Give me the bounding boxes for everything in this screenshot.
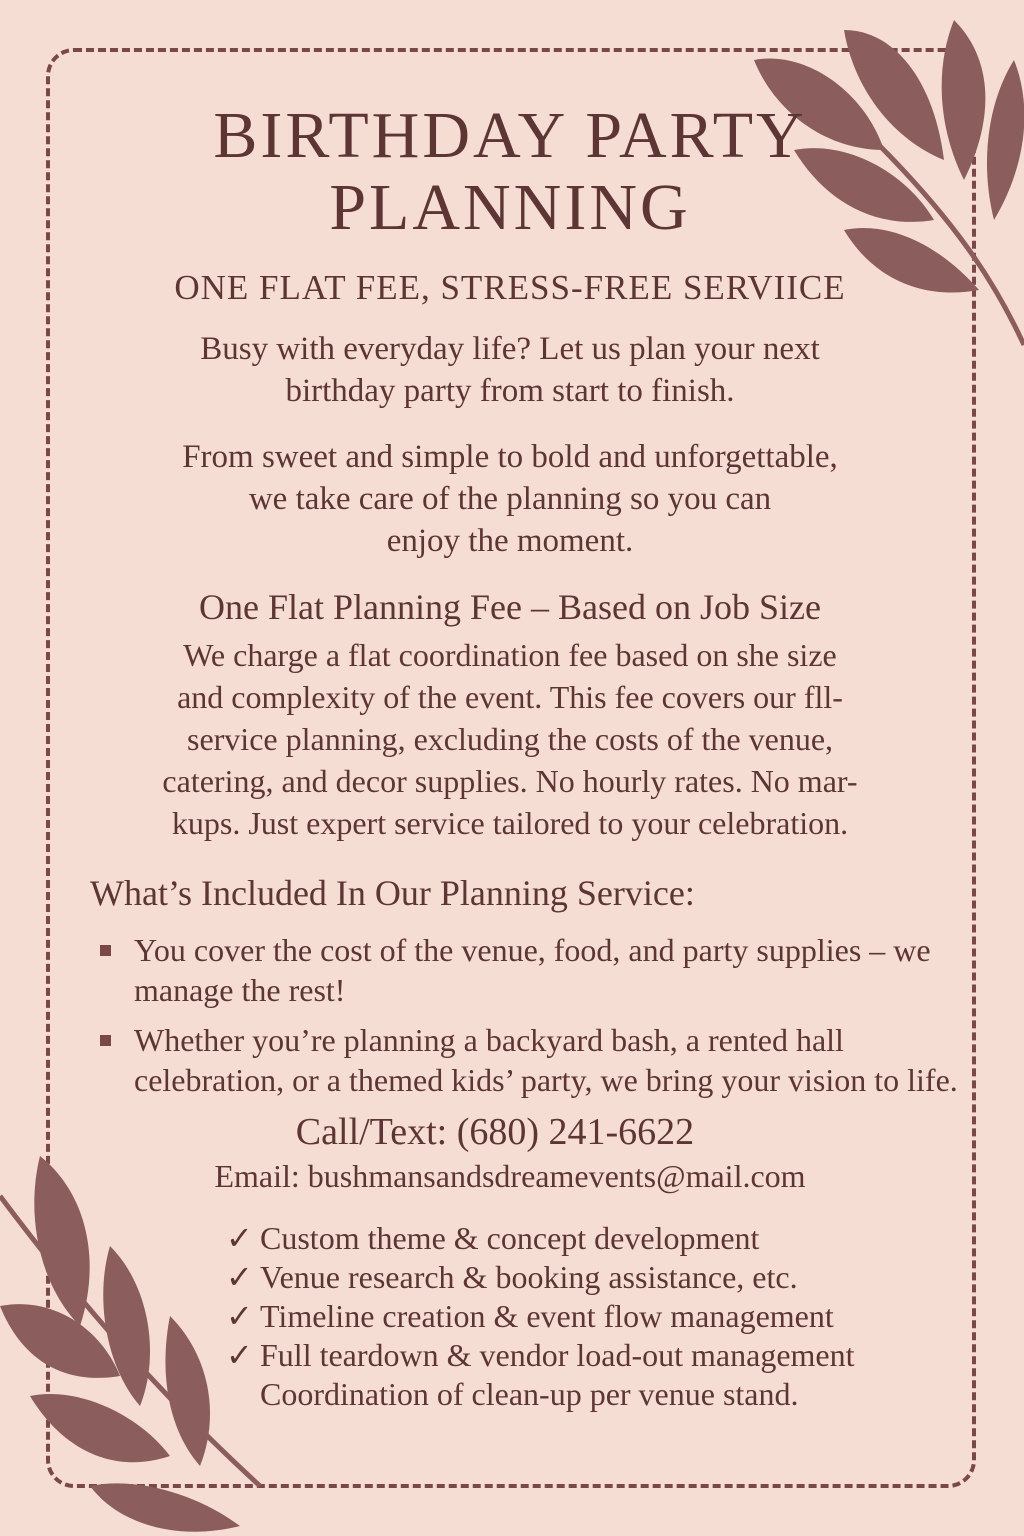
checklist-item [226,1219,960,1258]
intro-line: Busy with everyday life? Let us plan your next [200,331,820,367]
checklist-item [226,1375,960,1414]
phone-contact: Call/Text: (680) 241-6622 [295,1111,695,1153]
fee-line: and complexity of the event. This fee covers our fll- [177,679,843,715]
fee-line: We charge a flat coordination fee based on she size [183,637,837,673]
checklist-text: Custom theme & concept development [260,1220,760,1256]
checklist-item [226,1336,960,1375]
intro-paragraph-2 [60,436,960,562]
square-bullet-icon [100,945,111,956]
email-contact: Email: bushmansandsdreamevents@mail.com [214,1158,806,1194]
square-bullet-icon [100,1035,111,1046]
checklist-text: Full teardown & vendor load-out management [260,1337,855,1373]
checkmark-icon: ✓ [226,1220,253,1256]
page-title [60,100,960,244]
included-heading: What’s Included In Our Planning Service: [90,873,695,913]
intro-paragraph-1 [60,328,960,412]
list-item-text: You cover the cost of the venue, food, and party supplies – we manage the rest! [134,932,931,1008]
checklist-item [226,1297,960,1336]
title-line-1: BIRTHDAY PARTY [213,99,807,172]
flyer-content [60,100,960,1414]
intro-line: birthday party from start to finish. [285,373,735,409]
checkmark-icon: ✓ [226,1259,253,1295]
checklist [60,1219,960,1414]
checkmark-icon: ✓ [226,1337,253,1373]
fee-line: service planning, excluding the costs of the venue, [186,721,834,757]
fee-description [60,634,960,844]
list-item [100,930,960,1010]
intro-line: From sweet and simple to bold and unforgettable, [182,439,838,475]
checklist-text: Venue research & booking assistance, etc. [260,1259,798,1295]
checklist-text: Coordination of clean-up per venue stand. [260,1376,799,1412]
title-line-2: PLANNING [329,171,691,244]
list-item-text: Whether you’re planning a backyard bash, a rented hall celebration, or a themed kids’ party, we bring your vision to life. [134,1022,958,1098]
intro-line: enjoy the moment. [386,523,634,559]
fee-line: kups. Just expert service tailored to your celebration. [171,805,849,841]
included-list [60,930,960,1100]
checklist-text: Timeline creation & event flow management [260,1298,834,1334]
checklist-item [226,1258,960,1297]
checkmark-icon: ✓ [226,1298,253,1334]
list-item [100,1020,960,1100]
fee-line: catering, and decor supplies. No hourly rates. No mar- [162,763,858,799]
subtitle: ONE FLAT FEE, STRESS-FREE SERVIICE [174,268,846,307]
intro-line: we take care of the planning so you can [248,481,772,517]
fee-heading: One Flat Planning Fee – Based on Job Size [199,587,821,627]
